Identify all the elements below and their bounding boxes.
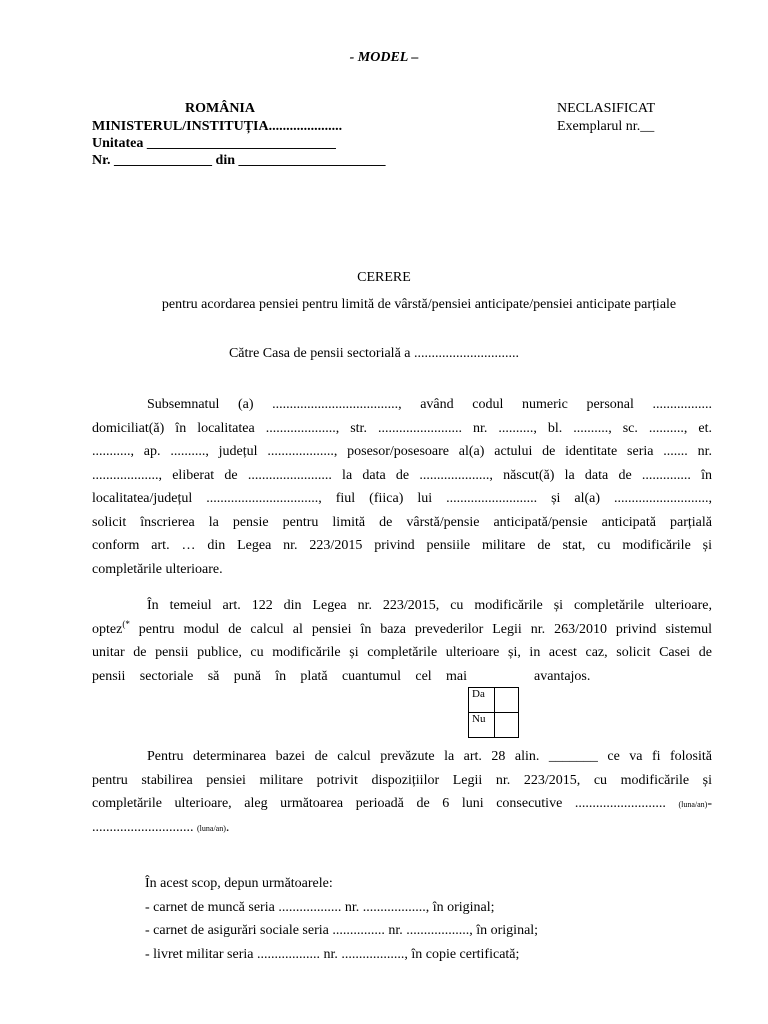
option-no-checkbox[interactable]: [495, 713, 519, 738]
paragraph-text: pensii sectoriale să pună în plată cuantumul cel mai: [92, 668, 467, 684]
document-item: - carnet de muncă seria .................. nr. .................., în original;: [145, 899, 495, 915]
header-classification: NECLASIFICAT: [557, 101, 656, 116]
paragraph-line: [92, 393, 712, 417]
document-subtitle: pentru acordarea pensiei pentru limită de vârstă/pensiei anticipate/pensiei anticipate parțiale: [161, 297, 677, 312]
month-year-hint: (luna/an): [197, 823, 226, 833]
document-title: CERERE: [357, 270, 411, 285]
document-item: - carnet de asigurări sociale seria ............... nr. .................., în original;: [145, 923, 539, 938]
paragraph-text: În temeiul art. 122 din Legea nr. 223/2015, cu modificările și completările ulterioare,: [147, 598, 712, 613]
footnote-marker: (*: [122, 618, 130, 629]
paragraph-line: [92, 618, 712, 642]
paragraph-text: .............................: [92, 819, 194, 835]
option-no-row: [469, 713, 519, 738]
paragraph-line: domiciliat(ă) în localitatea ...................., str. ........................ nr. .........., bl. .........., sc. .........., et.: [92, 420, 712, 436]
yes-no-option-table: [468, 687, 519, 738]
documents-intro: În acest scop, depun următoarele:: [145, 876, 333, 891]
addressee: Către Casa de pensii sectorială a ..............................: [228, 346, 520, 361]
paragraph-calculation-option: [92, 594, 712, 688]
paragraph-line: localitatea/județul ................................, fiul (fiica) lui .......................... și al(a) ...........................,: [92, 491, 712, 506]
paragraph-line: ..................., eliberat de ........................ la data de ...................., născut(ă) la data de .............. în: [92, 467, 712, 483]
paragraph-calculation-basis: [92, 745, 712, 839]
option-no-label: Nu: [469, 713, 495, 738]
paragraph-line: solicit înscrierea la pensie pentru limită de vârstă/pensie anticipată/pensie anticipată parțială: [92, 514, 712, 530]
paragraph-line: [92, 665, 712, 689]
option-yes-label: Da: [469, 688, 495, 713]
paragraph-line: [92, 745, 712, 769]
paragraph-text: avantajos.: [534, 668, 591, 684]
paragraph-line: conform art. … din Legea nr. 223/2015 privind pensiile militare de stat, cu modificările și: [92, 538, 712, 553]
documents-list: [145, 872, 538, 966]
paragraph-text: pentru modul de calcul al pensiei în baza prevederilor Legii nr. 263/2010 privind sistemul: [129, 621, 712, 637]
paragraph-line: ..........., ap. .........., județul ..................., posesor/posesoare al(a) actului de identitate seria ....... nr.: [92, 444, 712, 459]
paragraph-line: pentru stabilirea pensiei militare potrivit dispozițiilor Legii nr. 223/2015, cu modificările și: [92, 772, 712, 788]
paragraph-line: [92, 792, 712, 816]
paragraph-text: Pentru determinarea bazei de calcul prevăzute la art. 28 alin. _______ ce va fi folosită: [147, 749, 712, 764]
option-yes-row: [469, 688, 519, 713]
paragraph-text: Subsemnatul (a) ...................................., având codul numeric personal .................: [147, 397, 712, 412]
paragraph-text: .: [225, 819, 230, 835]
paragraph-applicant-details: [92, 393, 712, 581]
paragraph-text: completările ulterioare, aleg următoarea perioadă de 6 luni consecutive ..........................: [92, 796, 666, 811]
month-year-hint: (luna/an): [678, 800, 708, 809]
header-country: ROMÂNIA: [185, 101, 255, 116]
paragraph-line: completările ulterioare.: [92, 561, 223, 577]
option-yes-checkbox[interactable]: [495, 688, 519, 713]
header-unit: Unitatea ___________________________: [92, 136, 336, 151]
paragraph-line: unitar de pensii publice, cu modificările și completările ulterioare și, in acest caz, solicit Casei de: [92, 645, 712, 660]
header-ministry: MINISTERUL/INSTITUȚIA.....................: [92, 119, 343, 134]
document-item: - livret militar seria .................. nr. .................., în copie certificată;: [145, 946, 520, 962]
header-copy-number: Exemplarul nr.__: [557, 119, 655, 134]
paragraph-text: optez: [92, 621, 123, 637]
paragraph-line: [92, 816, 712, 840]
paragraph-text: -: [707, 796, 712, 811]
model-title: - MODEL –: [349, 50, 419, 65]
header-number-line: Nr. ______________ din _____________________: [92, 153, 386, 168]
paragraph-line: [92, 594, 712, 618]
